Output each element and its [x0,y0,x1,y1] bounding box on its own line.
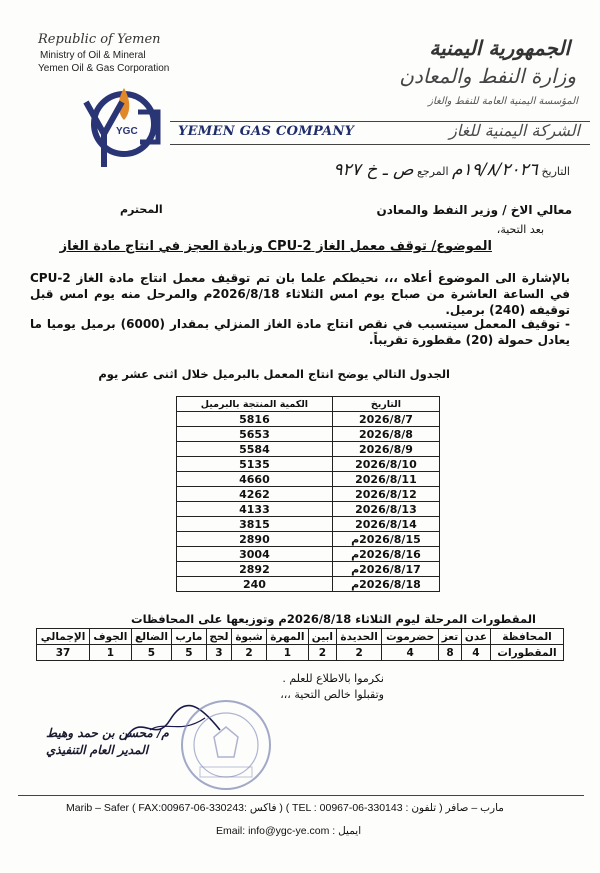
governorate-cell: شبوة [232,629,267,645]
trailers-cell: 2 [308,645,336,661]
addressee: معالي الاخ / وزير النفط والمعادن [376,203,572,217]
governorate-cell: الحديدة [336,629,381,645]
row-date: 2026/8/12 [332,487,439,502]
governorate-cell: الإجمالي [37,629,90,645]
row-date: 2026/8/13 [332,502,439,517]
row-quantity: 2890 [177,532,333,547]
trailers-row-label: المقطورات [491,645,564,661]
row-date: 2026/8/8 [332,427,439,442]
distribution-table-caption: المقطورات المرحلة ليوم الثلاثاء 2026/8/18م وتوزيعها على المحافظات [131,612,536,626]
governorate-cell: المهرة [266,629,308,645]
closing-line-2: وتقبلوا خالص التحية ،،، [280,688,384,701]
trailers-cell: 4 [461,645,490,661]
date-value: ١٩/٨/٢٠٢٦م [452,160,538,180]
company-name-ar: الشركة اليمنية للغاز [449,121,580,140]
row-quantity: 4262 [177,487,333,502]
subject-line: الموضوع/ توقف معمل الغاز CPU-2 وزيادة العجز في انتاج مادة الغاز [59,239,492,254]
row-date: 2026/8/17م [332,562,439,577]
footer-contact: Marib – Safer ( FAX:00967-06-330243: فاكس ) ( TEL : 00967-06-330143 : تلفون ) مارب – صافر [66,802,504,814]
row-quantity: 240 [177,577,333,592]
governorate-cell: الجوف [90,629,132,645]
trailers-cell: 1 [266,645,308,661]
row-date: 2026/8/11 [332,472,439,487]
trailers-cell: 8 [439,645,462,661]
company-name-en: YEMEN GAS COMPANY [178,124,355,139]
governorate-row [37,629,564,645]
table-row [177,457,440,472]
table-row [177,412,440,427]
row-quantity: 3004 [177,547,333,562]
governorate-cell: عدن [461,629,490,645]
greeting: بعد التحية، [496,223,544,236]
trailers-row [37,645,564,661]
letterhead-corporation-en: Yemen Oil & Gas Corporation [38,63,170,74]
governorate-cell: مارب [172,629,206,645]
trailers-cell: 5 [172,645,206,661]
signatory-title: المدير العام التنفيذي [46,743,149,757]
table-row [177,502,440,517]
row-quantity: 5584 [177,442,333,457]
distribution-table [36,628,564,661]
date-reference-line [333,160,570,180]
row-date: 2026/8/7 [332,412,439,427]
row-date: 2026/8/9 [332,442,439,457]
row-date: 2026/8/18م [332,577,439,592]
governorate-cell: لحج [206,629,232,645]
trailers-cell: 37 [37,645,90,661]
production-table [176,396,440,592]
header-date: التاريخ [332,397,439,412]
closing-line-1: نكرموا بالاطلاع للعلم . [282,672,384,685]
trailers-cell: 4 [382,645,439,661]
row-quantity: 2892 [177,562,333,577]
table-row [177,487,440,502]
table-row [177,547,440,562]
governorate-cell: الضالع [131,629,172,645]
trailers-cell: 3 [206,645,232,661]
row-quantity: 5135 [177,457,333,472]
row-quantity: 5816 [177,412,333,427]
letterhead-ministry-ar: وزارة النفط والمعادن [399,64,576,88]
production-table-caption: الجدول التالي يوضح انتاج المعمل بالبرميل خلال اثنى عشر يوم [98,367,450,381]
row-quantity: 5653 [177,427,333,442]
reference-value: ص ـ خ ٩٢٧ [333,160,414,180]
governorate-cell: تعز [439,629,462,645]
company-stamp-icon [178,697,274,793]
footer-divider [18,795,584,796]
logo-letters: YGC [116,126,138,137]
row-quantity: 4660 [177,472,333,487]
ygc-logo-icon [66,72,176,182]
trailers-cell: 2 [232,645,267,661]
signatory-name: م/ محسن بن حمد وهيط [46,726,169,740]
footer-email: Email: info@ygc-ye.com : ايميل [216,825,362,837]
table-header-row [177,397,440,412]
letterhead-ministry-en: Ministry of Oil & Mineral [40,50,146,61]
table-row [177,472,440,487]
letterhead-corporation-ar: المؤسسة اليمنية العامة للنفط والغاز [428,96,578,107]
table-row [177,562,440,577]
table-row [177,577,440,592]
trailers-cell: 2 [336,645,381,661]
row-date: 2026/8/10 [332,457,439,472]
table-row [177,442,440,457]
reference-label: المرجع [417,165,449,178]
row-date: 2026/8/14 [332,517,439,532]
row-date: 2026/8/15م [332,532,439,547]
body-paragraph-1: بالإشارة الى الموضوع أعلاه ،،، نحيطكم علما بان تم توقيف معمل انتاج مادة الغاز CPU-2 في الساعة العاشرة من صباح يوم امس الثلاثاء 2026/8/18م والمرحل منه يوم امس قبل توقيفه (240) برميل. [30,271,570,317]
row-quantity: 3815 [177,517,333,532]
governorate-cell: ابين [308,629,336,645]
governorate-row-label: المحافظة [491,629,564,645]
letterhead-republic-ar: الجمهورية اليمنية [429,36,570,60]
trailers-cell: 5 [131,645,172,661]
letterhead-republic-en: Republic of Yemen [38,32,161,47]
table-row [177,517,440,532]
date-label: التاريخ [541,165,570,178]
row-quantity: 4133 [177,502,333,517]
row-date: 2026/8/16م [332,547,439,562]
header-quantity: الكمية المنتجة بالبرميل [177,397,333,412]
body-paragraph-2: - توقيف المعمل سيتسبب في نقص انتاج مادة الغاز المنزلي بمقدار (6000) برميل يوميا ما يعادل حمولة (20) مقطورة تقريباً. [30,317,570,347]
trailers-cell: 1 [90,645,132,661]
respect-title: المحترم [120,203,163,216]
governorate-cell: حضرموت [382,629,439,645]
table-row [177,427,440,442]
table-row [177,532,440,547]
